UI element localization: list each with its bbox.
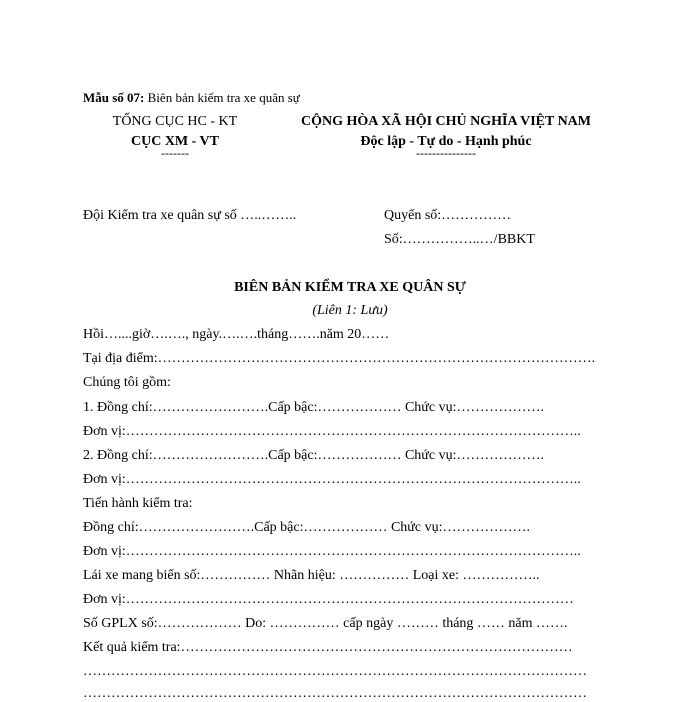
department-name: CỤC XM - VT (130, 134, 219, 149)
agency-divider: ------- (161, 146, 189, 160)
inspected-person-unit-line: Đơn vị:…………………………………………………………………………………….. (83, 544, 581, 559)
result-continuation-line-1: ……………………………………………………………………………………………… (83, 664, 587, 679)
driver-vehicle-line: Lái xe mang biển số:…………… Nhãn hiệu: …………… Loại xe: …………….. (83, 568, 540, 583)
motto-divider: --------------- (416, 146, 476, 160)
form-number-label (83, 90, 300, 106)
national-motto: Độc lập - Tự do - Hạnh phúc (360, 134, 532, 149)
form-name: Biên bản kiểm tra xe quân sự (144, 90, 300, 105)
result-continuation-line-2: ……………………………………………………………………………………………… (83, 686, 587, 701)
inspection-team-line: Đội Kiểm tra xe quân sự số …..…….. (83, 208, 297, 223)
driver-unit-line: Đơn vị:…………………………………………………………………………………… (83, 592, 574, 607)
member-2-unit-line: Đơn vị:…………………………………………………………………………………….. (83, 472, 581, 487)
national-title: CỘNG HÒA XÃ HỘI CHỦ NGHĨA VIỆT NAM (300, 114, 591, 129)
agency-name: TỔNG CỤC HC - KT (112, 114, 238, 129)
form-number: Mẫu số 07: (83, 90, 145, 105)
time-date-line: Hồi…....giờ….…., ngày.….….tháng…….năm 20…… (83, 327, 390, 342)
inspected-person-line: Đồng chí:…………………….Cấp bậc:……………… Chức vụ:………………. (83, 520, 531, 535)
location-line: Tại địa điểm:…………………………………………………………………………………. (83, 351, 596, 366)
member-2-line: 2. Đồng chí:…………………….Cấp bậc:……………… Chức vụ:………………. (83, 448, 545, 463)
members-heading: Chúng tôi gồm: (83, 375, 171, 390)
document-title: BIÊN BẢN KIỂM TRA XE QUÂN SỰ (234, 280, 466, 295)
document-copy-label: (Liên 1: Lưu) (312, 303, 388, 318)
inspection-heading: Tiến hành kiểm tra: (83, 496, 193, 511)
member-1-line: 1. Đồng chí:…………………….Cấp bậc:……………… Chức vụ:………………. (83, 400, 545, 415)
document-number-field: Số:……………..…/BBKT (384, 232, 535, 247)
license-line: Số GPLX số:……………… Do: …………… cấp ngày ……… tháng …… năm ……. (83, 616, 568, 631)
member-1-unit-line: Đơn vị:…………………………………………………………………………………….. (83, 424, 581, 439)
book-number-field: Quyển số:…………… (384, 208, 512, 223)
inspection-result-line: Kết quả kiểm tra:………………………………………………………………………… (83, 640, 573, 655)
